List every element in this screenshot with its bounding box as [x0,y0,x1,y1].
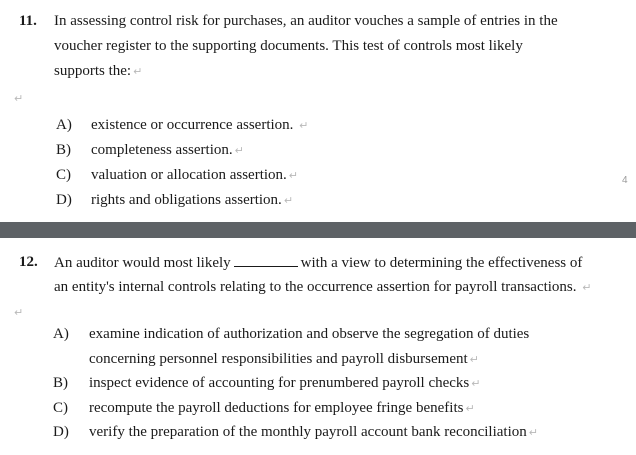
answer-blank [234,254,298,267]
paragraph-mark-icon: ↵ [582,281,592,294]
option-12-a-line-2-text: concerning personnel responsibilities and payroll disbursement [89,351,468,367]
document-page-2 [0,238,636,455]
question-11-line-3-text: supports the: [54,63,132,79]
option-12-a-line-2 [89,351,479,368]
option-11-a-letter: A) [56,117,72,133]
document-page-1 [0,0,636,222]
page-break-divider [0,222,636,238]
question-12-line-1-end: with a view to determining the effectiveness of [300,255,583,271]
page-number: 4 [622,175,628,186]
option-12-b-text [89,375,480,392]
option-12-d-label: verify the preparation of the monthly payroll account bank reconciliation [89,424,527,440]
option-11-b-text [91,142,244,159]
paragraph-mark-icon: ↵ [465,402,475,415]
paragraph-mark-icon: ↵ [133,65,143,78]
paragraph-mark-icon: ↵ [471,377,481,390]
option-12-a-letter: A) [53,326,69,342]
option-11-d-letter: D) [56,192,72,208]
option-12-b-letter: B) [53,375,68,391]
option-11-c-letter: C) [56,167,71,183]
question-11-line-3 [54,63,142,80]
question-11-number: 11. [19,13,37,29]
paragraph-mark-icon: ↵ [14,92,24,105]
paragraph-mark-icon: ↵ [469,353,479,366]
paragraph-mark-icon: ↵ [288,169,298,182]
question-11-line-2: voucher register to the supporting documents. This test of controls most likely [54,38,523,54]
option-12-c-label: recompute the payroll deductions for employee fringe benefits [89,400,464,416]
paragraph-mark-icon: ↵ [234,144,244,157]
question-12-line-1 [54,254,582,272]
paragraph-mark-icon: ↵ [14,306,24,319]
paragraph-mark-icon: ↵ [528,426,538,439]
option-12-a-line-1: examine indication of authorization and observe the segregation of duties [89,326,530,342]
option-12-c-text [89,400,475,417]
option-11-d-text [91,192,293,209]
option-11-b-label: completeness assertion. [91,142,233,158]
paragraph-mark-icon: ↵ [283,194,294,207]
option-12-d-letter: D) [53,424,69,440]
option-12-b-label: inspect evidence of accounting for prenumbered payroll checks [89,375,470,391]
option-11-c-label: valuation or allocation assertion. [91,167,287,183]
option-11-c-text [91,167,298,184]
paragraph-mark-icon: ↵ [299,119,309,132]
question-12-line-2-text: an entity's internal controls relating to the occurrence assertion for payroll transactions. [54,279,577,295]
option-11-d-label: rights and obligations assertion. [91,192,282,208]
question-12-line-1-start: An auditor would most likely [54,255,231,271]
option-11-a-text [91,117,308,134]
question-11-line-1: In assessing control risk for purchases, an auditor vouches a sample of entries in the [54,13,558,29]
option-11-a-label: existence or occurrence assertion. [91,117,294,133]
question-12-line-2 [54,279,592,296]
option-12-d-text [89,424,538,441]
option-12-c-letter: C) [53,400,68,416]
option-11-b-letter: B) [56,142,71,158]
question-12-number: 12. [19,254,38,270]
